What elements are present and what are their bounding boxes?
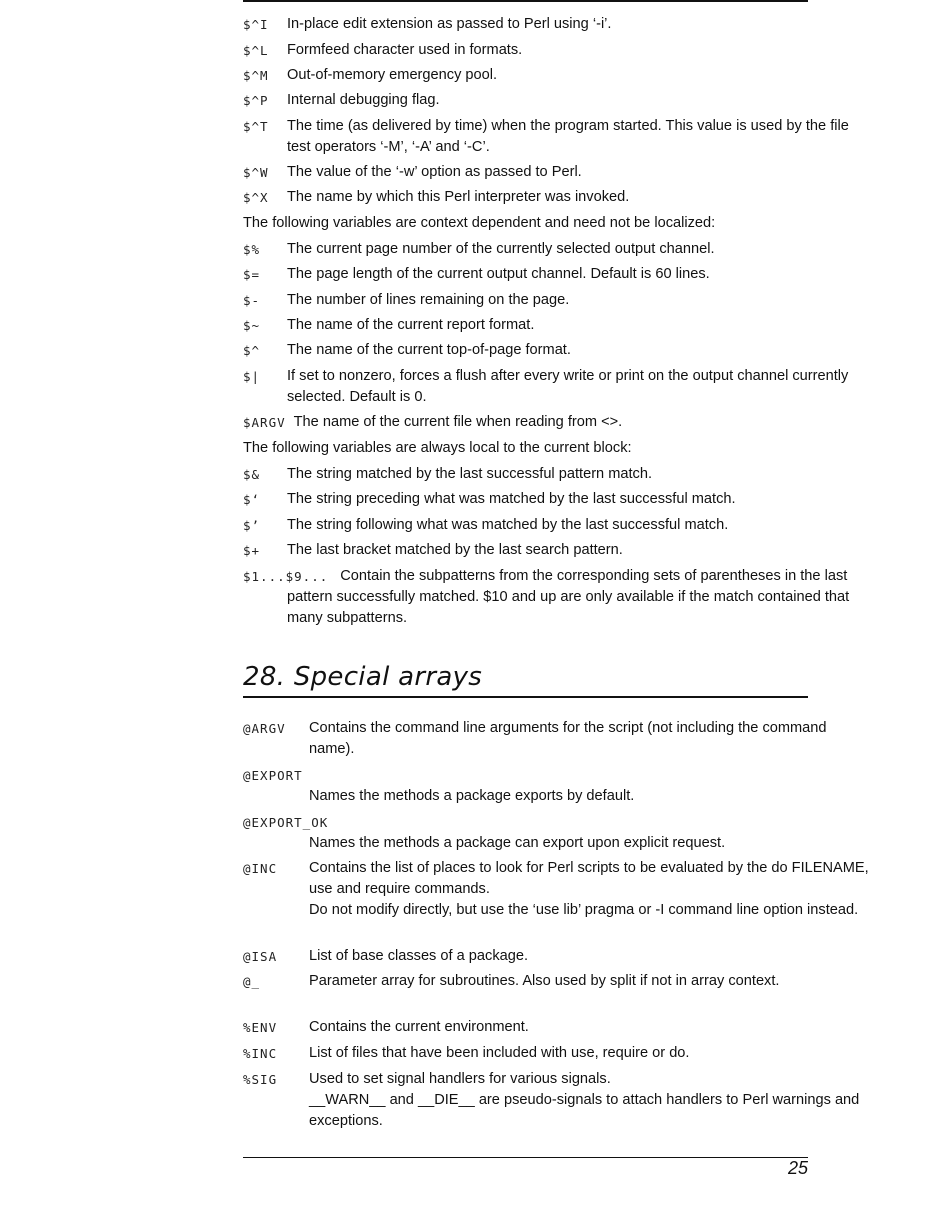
section-rule xyxy=(243,696,808,698)
var-desc: The string preceding what was matched by the last successful match. xyxy=(287,491,736,507)
array-desc-2: __WARN__ and __DIE__ are pseudo-signals to attach handlers to Perl warnings and exceptions. xyxy=(309,1092,860,1129)
var-desc: If set to nonzero, forces a flush after every write or print on the output channel currently selected. Default is 0. xyxy=(287,368,849,405)
var-desc: Internal debugging flag. xyxy=(287,92,440,108)
array-entry xyxy=(243,718,875,760)
var-desc: The name of the current report format. xyxy=(287,317,535,333)
array-desc: Contains the current environment. xyxy=(309,1019,529,1035)
var-desc: The current page number of the currently selected output channel. xyxy=(287,241,715,257)
var-entry xyxy=(243,340,853,361)
var-entry xyxy=(243,90,853,111)
var-entry xyxy=(243,464,853,485)
var-desc: The string following what was matched by the last successful match. xyxy=(287,517,729,533)
array-entry xyxy=(243,1043,875,1064)
var-entry xyxy=(243,40,853,61)
var-desc: Out-of-memory emergency pool. xyxy=(287,67,498,83)
array-entry xyxy=(243,971,875,992)
array-desc: Used to set signal handlers for various signals. xyxy=(309,1071,611,1087)
var-term: $^W xyxy=(243,165,269,180)
array-entry xyxy=(243,1017,875,1038)
var-term: $& xyxy=(243,467,261,482)
var-entry xyxy=(243,239,853,260)
var-term: $% xyxy=(243,242,261,257)
array-term: @INC xyxy=(243,861,278,876)
var-term: $^L xyxy=(243,43,269,58)
var-entry xyxy=(243,290,853,311)
var-entry xyxy=(243,366,853,408)
var-term: $^M xyxy=(243,68,269,83)
array-entry xyxy=(243,946,875,967)
intro-context: The following variables are context dependent and need not be localized: xyxy=(243,215,716,231)
array-term: @ISA xyxy=(243,949,278,964)
array-term: @_ xyxy=(243,974,261,989)
array-term: %SIG xyxy=(243,1072,278,1087)
var-desc: Formfeed character used in formats. xyxy=(287,42,523,58)
array-term: %ENV xyxy=(243,1020,278,1035)
var-term: $^ xyxy=(243,343,261,358)
var-term: $^T xyxy=(243,119,269,134)
var-term: $1...$9... xyxy=(243,569,329,584)
var-term: $| xyxy=(243,369,261,384)
var-term: $^X xyxy=(243,190,269,205)
var-desc: The number of lines remaining on the page. xyxy=(287,292,570,308)
var-entry xyxy=(243,489,853,510)
array-desc: List of files that have been included with use, require or do. xyxy=(309,1045,690,1061)
array-term: @ARGV xyxy=(243,721,286,736)
array-desc: List of base classes of a package. xyxy=(309,948,529,964)
var-term: $ARGV xyxy=(243,415,286,430)
var-desc: In-place edit extension as passed to Perl using ‘-i’. xyxy=(287,16,612,32)
var-term: $+ xyxy=(243,543,261,558)
var-entry xyxy=(243,540,853,561)
var-desc: The name of the current file when reading from <>. xyxy=(293,414,623,430)
var-entry xyxy=(243,315,853,336)
var-term: $’ xyxy=(243,518,261,533)
var-entry-digits xyxy=(243,566,853,629)
var-term: $‘ xyxy=(243,492,261,507)
footer-rule xyxy=(243,1157,808,1158)
var-desc: The page length of the current output channel. Default is 60 lines. xyxy=(287,266,710,282)
var-entry xyxy=(243,116,853,158)
var-desc: The name of the current top-of-page format. xyxy=(287,342,571,358)
var-entry xyxy=(243,14,853,35)
array-desc: Parameter array for subroutines. Also used by split if not in array context. xyxy=(309,973,780,989)
page-number: 25 xyxy=(787,1158,808,1178)
var-term: $= xyxy=(243,267,261,282)
var-term: $^P xyxy=(243,93,269,108)
array-desc-2: Do not modify directly, but use the ‘use lib’ pragma or -I command line option instead. xyxy=(309,902,859,918)
array-desc: Contains the list of places to look for Perl scripts to be evaluated by the do FILENAME, use and require commands. xyxy=(309,860,869,897)
var-desc: The name by which this Perl interpreter was invoked. xyxy=(287,189,630,205)
var-desc: The time (as delivered by time) when the program started. This value is used by the file test operators ‘-M’, ‘-A’ and ‘-C’. xyxy=(287,118,849,155)
var-term: $^I xyxy=(243,17,269,32)
array-entry xyxy=(243,1069,875,1132)
array-desc: Names the methods a package can export upon explicit request. xyxy=(309,835,726,851)
var-entry xyxy=(243,187,853,208)
var-entry xyxy=(243,264,853,285)
array-desc: Contains the command line arguments for the script (not including the command name). xyxy=(309,720,827,757)
var-desc: The last bracket matched by the last search pattern. xyxy=(287,542,623,558)
array-entry xyxy=(243,765,809,807)
var-entry xyxy=(243,515,853,536)
array-term: @EXPORT xyxy=(243,768,303,783)
var-entry-argv xyxy=(243,412,809,433)
var-desc: The value of the ‘-w’ option as passed to Perl. xyxy=(287,164,582,180)
var-entry xyxy=(243,162,853,183)
array-term: %INC xyxy=(243,1046,278,1061)
var-term: $~ xyxy=(243,318,261,333)
intro-local: The following variables are always local to the current block: xyxy=(243,440,632,456)
var-term: $- xyxy=(243,293,261,308)
var-desc: The string matched by the last successful pattern match. xyxy=(287,466,653,482)
var-desc: Contain the subpatterns from the corresponding sets of parentheses in the last pattern successfully matched. $10 and up are only available if the match contained that many subpatterns. xyxy=(287,568,850,626)
array-entry xyxy=(243,812,809,854)
section-title: 28. Special arrays xyxy=(243,662,483,692)
array-desc: Names the methods a package exports by default. xyxy=(309,788,635,804)
array-term: @EXPORT_OK xyxy=(243,815,329,830)
array-entry xyxy=(243,858,875,921)
var-entry xyxy=(243,65,853,86)
top-rule xyxy=(243,0,808,2)
